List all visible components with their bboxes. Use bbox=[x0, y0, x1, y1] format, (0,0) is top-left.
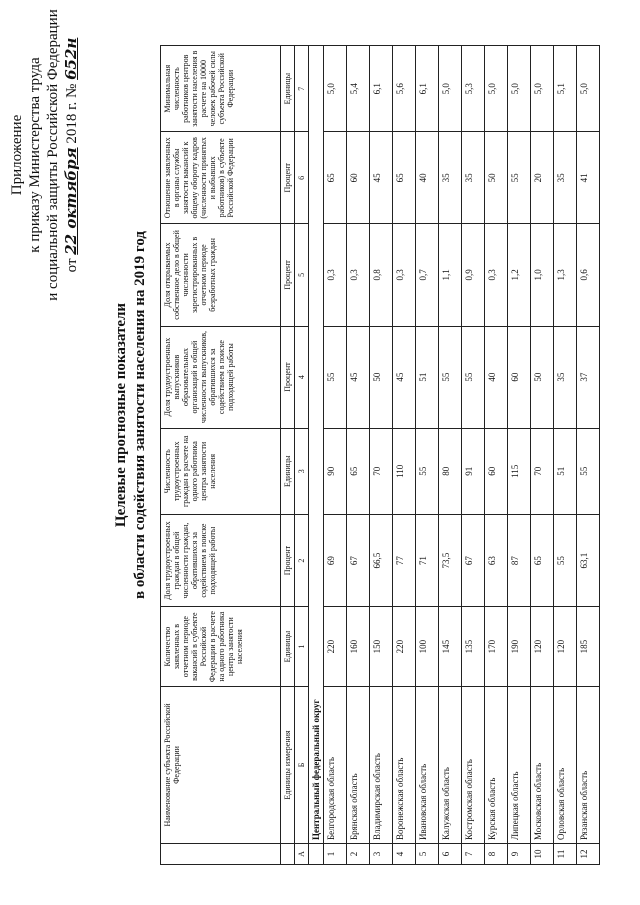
value-cell: 115 bbox=[508, 428, 531, 514]
row-number: 2 bbox=[347, 844, 370, 865]
header-col-1: Количество заявленных в отчетном периоде вакансий в субъекте Российской Федерации в расчете на одного работника центра занятости населения bbox=[161, 607, 281, 687]
table-row bbox=[462, 46, 485, 865]
table-header-row bbox=[161, 46, 281, 865]
value-cell: 120 bbox=[531, 607, 554, 687]
value-cell: 5,3 bbox=[462, 46, 485, 132]
order-line-2: к приказу Министерства труда bbox=[27, 57, 43, 253]
region-name: Рязанская область bbox=[577, 687, 600, 844]
index-cell: 6 bbox=[295, 132, 309, 224]
unit-cell: Единицы bbox=[281, 428, 295, 514]
value-cell: 5,0 bbox=[531, 46, 554, 132]
value-cell: 185 bbox=[577, 607, 600, 687]
value-cell: 35 bbox=[462, 132, 485, 224]
region-name: Брянская область bbox=[347, 687, 370, 844]
unit-cell: Процент bbox=[281, 514, 295, 606]
row-number: 3 bbox=[370, 844, 393, 865]
section-title: Центральный федеральный округ bbox=[309, 46, 324, 844]
value-cell: 5,0 bbox=[577, 46, 600, 132]
value-cell: 65 bbox=[324, 132, 347, 224]
region-name: Владимирская область bbox=[370, 687, 393, 844]
header-col-6: Отношение заявленных в органы службы занятости вакансий к общему обороту кадров (численности принятых и выбывших работников) в субъекте Российской Федерации bbox=[161, 132, 281, 224]
index-cell: Б bbox=[295, 687, 309, 844]
row-number: 9 bbox=[508, 844, 531, 865]
document-title bbox=[112, 75, 150, 755]
row-number: 6 bbox=[439, 844, 462, 865]
value-cell: 70 bbox=[370, 428, 393, 514]
value-cell: 55 bbox=[508, 132, 531, 224]
value-cell: 37 bbox=[577, 326, 600, 428]
value-cell: 220 bbox=[393, 607, 416, 687]
units-row bbox=[281, 46, 295, 865]
value-cell: 0,9 bbox=[462, 224, 485, 326]
value-cell: 51 bbox=[554, 428, 577, 514]
index-cell: А bbox=[295, 844, 309, 865]
value-cell: 87 bbox=[508, 514, 531, 606]
indicators-table bbox=[160, 45, 600, 865]
value-cell: 0,7 bbox=[416, 224, 439, 326]
value-cell: 0,3 bbox=[347, 224, 370, 326]
appendix-label: Приложение bbox=[9, 114, 25, 196]
region-name: Воронежская область bbox=[393, 687, 416, 844]
order-date-line bbox=[62, 5, 81, 305]
index-cell: 4 bbox=[295, 326, 309, 428]
value-cell: 41 bbox=[577, 132, 600, 224]
value-cell: 5,0 bbox=[324, 46, 347, 132]
order-from: от bbox=[64, 258, 80, 273]
row-number: 12 bbox=[577, 844, 600, 865]
table-row bbox=[554, 46, 577, 865]
unit-cell: Процент bbox=[281, 132, 295, 224]
value-cell: 110 bbox=[393, 428, 416, 514]
value-cell: 67 bbox=[347, 514, 370, 606]
value-cell: 170 bbox=[485, 607, 508, 687]
header-col-name: Наименование субъекта Российской Федерации bbox=[161, 687, 281, 844]
table-row bbox=[416, 46, 439, 865]
region-name: Белгородская область bbox=[324, 687, 347, 844]
row-number: 4 bbox=[393, 844, 416, 865]
region-name: Костромская область bbox=[462, 687, 485, 844]
index-cell: 7 bbox=[295, 46, 309, 132]
table-body bbox=[309, 46, 600, 865]
row-number: 1 bbox=[324, 844, 347, 865]
unit-cell: Процент bbox=[281, 224, 295, 326]
value-cell: 120 bbox=[554, 607, 577, 687]
value-cell: 0,3 bbox=[324, 224, 347, 326]
value-cell: 50 bbox=[485, 132, 508, 224]
order-number: 652н bbox=[62, 37, 80, 80]
index-cell: 5 bbox=[295, 224, 309, 326]
header-number bbox=[161, 844, 281, 865]
index-row bbox=[295, 46, 309, 865]
value-cell: 5,0 bbox=[439, 46, 462, 132]
unit-cell: Единицы bbox=[281, 607, 295, 687]
value-cell: 55 bbox=[577, 428, 600, 514]
value-cell: 1,0 bbox=[531, 224, 554, 326]
value-cell: 40 bbox=[485, 326, 508, 428]
order-line-3: и социальной защиты Российской Федерации bbox=[45, 9, 61, 301]
region-name: Московская область bbox=[531, 687, 554, 844]
row-number: 11 bbox=[554, 844, 577, 865]
value-cell: 100 bbox=[416, 607, 439, 687]
value-cell: 0,3 bbox=[393, 224, 416, 326]
index-cell: 2 bbox=[295, 514, 309, 606]
value-cell: 1,2 bbox=[508, 224, 531, 326]
header-col-4: Доля трудоустроенных выпускников образовательных организаций в общей численности выпускников, обратившихся за содействием в поиске подходящей работы bbox=[161, 326, 281, 428]
value-cell: 90 bbox=[324, 428, 347, 514]
value-cell: 45 bbox=[347, 326, 370, 428]
order-year-number: 2018 г. № bbox=[64, 83, 80, 144]
value-cell: 77 bbox=[393, 514, 416, 606]
value-cell: 91 bbox=[462, 428, 485, 514]
order-date: 22 октября bbox=[62, 147, 80, 255]
value-cell: 60 bbox=[508, 326, 531, 428]
header-col-2: Доля трудоустроенных граждан в общей численности граждан, обратившихся за содействием в поиске подходящей работы bbox=[161, 514, 281, 606]
table-row bbox=[577, 46, 600, 865]
unit-cell bbox=[281, 844, 295, 865]
value-cell: 65 bbox=[393, 132, 416, 224]
value-cell: 50 bbox=[370, 326, 393, 428]
table-row bbox=[393, 46, 416, 865]
index-cell: 3 bbox=[295, 428, 309, 514]
value-cell: 5,6 bbox=[393, 46, 416, 132]
row-number: 10 bbox=[531, 844, 554, 865]
value-cell: 35 bbox=[554, 132, 577, 224]
value-cell: 0,8 bbox=[370, 224, 393, 326]
unit-cell: Процент bbox=[281, 326, 295, 428]
header-col-7: Минимальная численность работников центров занятости населения в расчете на 10000 человек рабочей силы субъекта Российской Федерации bbox=[161, 46, 281, 132]
region-name: Курская область bbox=[485, 687, 508, 844]
value-cell: 65 bbox=[531, 514, 554, 606]
value-cell: 63 bbox=[485, 514, 508, 606]
header-col-3: Численность трудоустроенных граждан в расчете на одного работника центра занятости населения bbox=[161, 428, 281, 514]
value-cell: 1,3 bbox=[554, 224, 577, 326]
value-cell: 45 bbox=[393, 326, 416, 428]
table-row bbox=[324, 46, 347, 865]
title-line-2: в области содействия занятости населения на 2019 год bbox=[132, 230, 148, 600]
value-cell: 35 bbox=[439, 132, 462, 224]
row-number: 5 bbox=[416, 844, 439, 865]
region-name: Калужская область bbox=[439, 687, 462, 844]
value-cell: 60 bbox=[347, 132, 370, 224]
value-cell: 71 bbox=[416, 514, 439, 606]
value-cell: 1,1 bbox=[439, 224, 462, 326]
value-cell: 5,4 bbox=[347, 46, 370, 132]
value-cell: 65 bbox=[347, 428, 370, 514]
unit-cell: Единицы измерения bbox=[281, 687, 295, 844]
value-cell: 5,0 bbox=[508, 46, 531, 132]
table-row bbox=[439, 46, 462, 865]
value-cell: 145 bbox=[439, 607, 462, 687]
table-row bbox=[370, 46, 393, 865]
index-cell: 1 bbox=[295, 607, 309, 687]
value-cell: 66,5 bbox=[370, 514, 393, 606]
value-cell: 80 bbox=[439, 428, 462, 514]
unit-cell: Единицы bbox=[281, 46, 295, 132]
region-name: Липецкая область bbox=[508, 687, 531, 844]
value-cell: 55 bbox=[554, 514, 577, 606]
value-cell: 51 bbox=[416, 326, 439, 428]
row-number: 7 bbox=[462, 844, 485, 865]
value-cell: 50 bbox=[531, 326, 554, 428]
section-row bbox=[309, 46, 324, 865]
value-cell: 6,1 bbox=[370, 46, 393, 132]
value-cell: 220 bbox=[324, 607, 347, 687]
value-cell: 45 bbox=[370, 132, 393, 224]
value-cell: 73,5 bbox=[439, 514, 462, 606]
value-cell: 190 bbox=[508, 607, 531, 687]
title-line-1: Целевые прогнозные показатели bbox=[113, 302, 129, 528]
table-row bbox=[508, 46, 531, 865]
value-cell: 20 bbox=[531, 132, 554, 224]
value-cell: 69 bbox=[324, 514, 347, 606]
value-cell: 6,1 bbox=[416, 46, 439, 132]
value-cell: 55 bbox=[324, 326, 347, 428]
value-cell: 40 bbox=[416, 132, 439, 224]
row-number: 8 bbox=[485, 844, 508, 865]
table-row bbox=[531, 46, 554, 865]
value-cell: 0,3 bbox=[485, 224, 508, 326]
region-name: Ивановская область bbox=[416, 687, 439, 844]
value-cell: 55 bbox=[439, 326, 462, 428]
value-cell: 67 bbox=[462, 514, 485, 606]
value-cell: 63,1 bbox=[577, 514, 600, 606]
table-row bbox=[485, 46, 508, 865]
section-number bbox=[309, 844, 324, 865]
table-row bbox=[347, 46, 370, 865]
value-cell: 5,1 bbox=[554, 46, 577, 132]
value-cell: 60 bbox=[485, 428, 508, 514]
value-cell: 150 bbox=[370, 607, 393, 687]
value-cell: 5,0 bbox=[485, 46, 508, 132]
region-name: Орловская область bbox=[554, 687, 577, 844]
value-cell: 55 bbox=[416, 428, 439, 514]
header-col-5: Доля открываемых собственное дело в общей численности зарегистрированных в отчетном периоде безработных граждан bbox=[161, 224, 281, 326]
value-cell: 55 bbox=[462, 326, 485, 428]
order-header bbox=[8, 5, 81, 305]
value-cell: 0,6 bbox=[577, 224, 600, 326]
value-cell: 35 bbox=[554, 326, 577, 428]
value-cell: 70 bbox=[531, 428, 554, 514]
value-cell: 135 bbox=[462, 607, 485, 687]
value-cell: 160 bbox=[347, 607, 370, 687]
